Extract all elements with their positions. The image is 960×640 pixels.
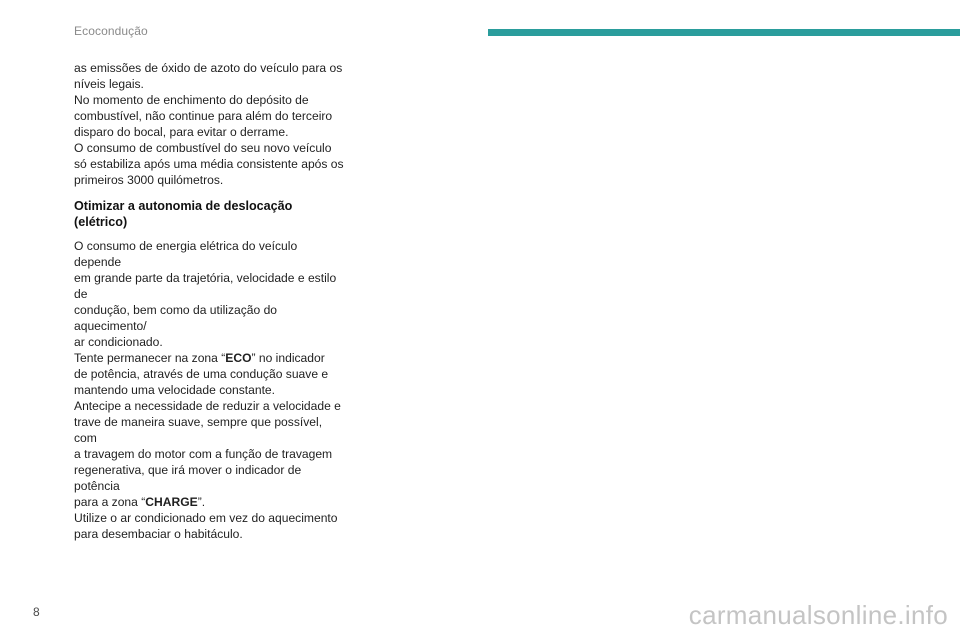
paragraph-regenerative-braking xyxy=(74,398,344,510)
eco-text-before: Tente permanecer na zona “ xyxy=(74,351,226,365)
page-number: 8 xyxy=(33,605,40,619)
section-header-title: Ecocondução xyxy=(74,24,148,38)
accent-bar xyxy=(488,29,960,36)
watermark: carmanualsonline.info xyxy=(688,600,948,630)
paragraph-fuel-consumption: O consumo de combustível do seu novo veículo só estabiliza após uma média consistente após os primeiros 3000 quilómetros. xyxy=(74,141,344,187)
text-column xyxy=(74,60,344,542)
eco-label: ECO xyxy=(225,351,252,365)
paragraph-eco-zone xyxy=(74,350,344,398)
paragraph-nox-emissions: as emissões de óxido de azoto do veículo para os níveis legais. xyxy=(74,61,343,91)
charge-text-before: Antecipe a necessidade de reduzir a velocidade e trave de maneira suave, sempre que possível, com a travagem do motor com a função de travagem regenerativa, que irá mover o indicador de potência para a zona “ xyxy=(74,399,341,509)
paragraph-energy-consumption: O consumo de energia elétrica do veículo depende em grande parte da trajetória, velocidade e estilo de condução, bem como da utilização do aquecimento/ ar condicionado. xyxy=(74,239,337,349)
eco-text-after: ” no indicador de potência, através de uma condução suave e mantendo uma velocidade constante. xyxy=(74,351,329,397)
section-heading: Otimizar a autonomia de deslocação (elétrico) xyxy=(74,199,293,229)
charge-text-after: ”. xyxy=(197,495,206,509)
paragraph-fuel-filling: No momento de enchimento do depósito de combustível, não continue para além do terceiro disparo do bocal, para evitar o derrame. xyxy=(74,93,333,139)
charge-label: CHARGE xyxy=(145,495,198,509)
paragraph-air-conditioning: Utilize o ar condicionado em vez do aquecimento para desembaciar o habitáculo. xyxy=(74,511,338,541)
